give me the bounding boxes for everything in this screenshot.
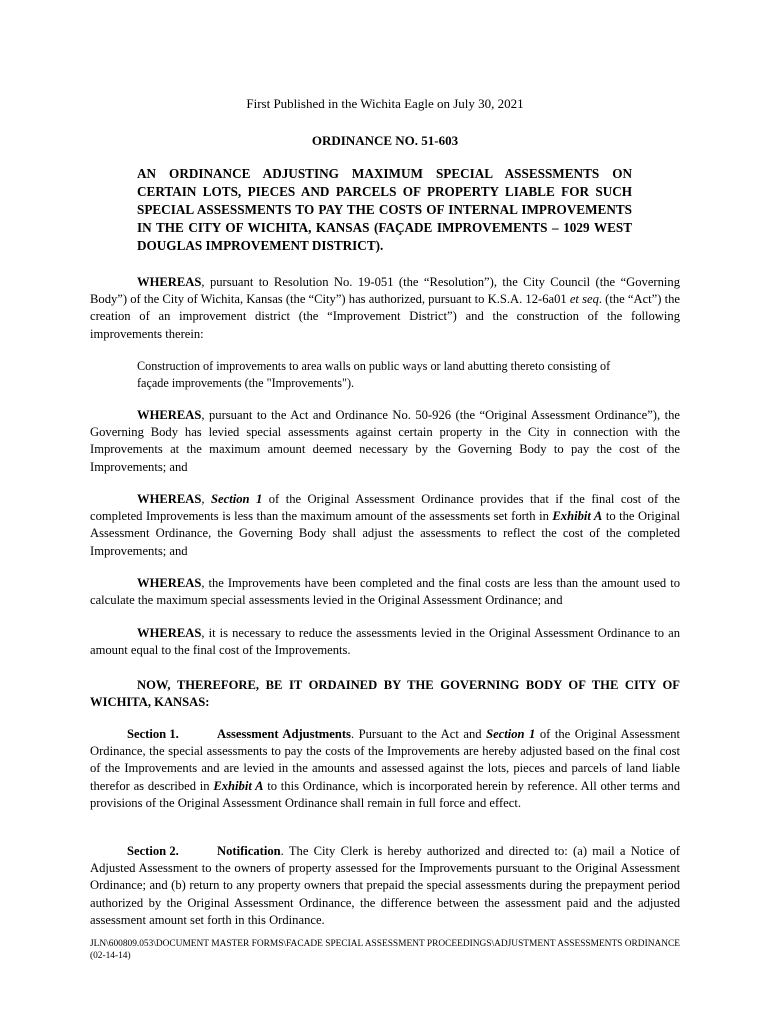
whereas-lead: WHEREAS (137, 626, 202, 640)
whereas-paragraph-4 (90, 575, 680, 609)
section-heading: Notification (217, 844, 281, 858)
whereas-text: , it is necessary to reduce the assessments levied in the Original Assessment Ordinance to an amount equal to the final cost of the Improvements. (90, 626, 680, 658)
whereas-text: , pursuant to Resolution No. 19-051 (the “Resolution”), the City Council (the “Governing Body”) of the City of Wichita, Kansas (the “City”) has authorized, pursuant to K.S.A. 12-6a01 (90, 275, 680, 307)
section-reference: Section 1 (211, 492, 263, 506)
ordinance-title: AN ORDINANCE ADJUSTING MAXIMUM SPECIAL ASSESSMENTS ON CERTAIN LOTS, PIECES AND PARCELS OF PROPERTY LIABLE FOR SUCH SPECIAL ASSESSMENTS TO PAY THE COSTS OF INTERNAL IMPROVEMENTS IN THE CITY OF WICHITA, KANSAS (FAÇADE IMPROVEMENTS – 1029 WEST DOUGLAS IMPROVEMENT DISTRICT). (137, 166, 632, 253)
section-text: of the Original Assessment Ordinance, the special assessments to pay the costs of the Improvements are hereby adjusted based on the final cost of the Improvements and are levied in the amounts and assessed against the lots, pieces and parcels of land liable therefor as described in (90, 727, 680, 793)
whereas-paragraph-3 (90, 491, 680, 560)
whereas-separator: , (201, 492, 212, 506)
section-number: Section 2. (127, 844, 179, 858)
whereas-lead: WHEREAS (137, 408, 202, 422)
exhibit-reference: Exhibit A (213, 778, 264, 793)
section-reference: Section 1 (486, 727, 536, 741)
section-text: . Pursuant to the Act and (350, 727, 487, 741)
whereas-text: to the Original Assessment Ordinance, the Governing Body shall adjust the assessments to reflect the cost of the completed Improvements; and (90, 509, 680, 558)
whereas-lead: WHEREAS (137, 275, 202, 289)
whereas-lead: WHEREAS (137, 492, 202, 506)
whereas-text: . (the “Act”) the creation of an improvement district (the “Improvement District”) and the construction of the following improvements therein: (90, 292, 680, 341)
whereas-text: of the Original Assessment Ordinance provides that if the final cost of the completed Improvements is less than the maximum amount of the assessments set forth in (90, 492, 680, 524)
whereas-paragraph-1 (90, 274, 680, 343)
whereas-text: , the Improvements have been completed and the final costs are less than the amount used to calculate the maximum special assessments levied in the Original Assessment Ordinance; and (90, 576, 680, 608)
section-text: . The City Clerk is hereby authorized and directed to: (a) mail a Notice of Adjusted Assessment to the owners of property assessed for the Improvements pursuant to the Original Assessment Ordinance; and (b) return to any property owners that prepaid the special assessments during the prepayment period authorized by the Original Assessment Ordinance, the difference between the assessment paid and the adjusted assessment amount set forth in this Ordinance. (90, 844, 680, 927)
document-footer-path: JLN\600809.053\DOCUMENT MASTER FORMS\FACADE SPECIAL ASSESSMENT PROCEEDINGS\ADJUSTMENT ASSESSMENTS ORDINANCE (02-14-14) (90, 939, 680, 961)
whereas-paragraph-2 (90, 407, 680, 476)
section-2 (90, 843, 680, 929)
ordaining-clause: NOW, THEREFORE, BE IT ORDAINED BY THE GOVERNING BODY OF THE CITY OF WICHITA, KANSAS: (90, 678, 680, 710)
exhibit-reference: Exhibit A (552, 509, 603, 524)
et-seq-text: et seq (569, 292, 599, 307)
whereas-lead: WHEREAS (137, 576, 202, 590)
section-1 (90, 726, 680, 812)
publication-line: First Published in the Wichita Eagle on July 30, 2021 (246, 96, 524, 111)
whereas-text: , pursuant to the Act and Ordinance No. 50-926 (the “Original Assessment Ordinance”), the Governing Body has levied special assessments against certain property in the City in connection with the Improvements at the maximum amount deemed necessary by the Governing Body to pay the cost of the Improvements; and (90, 408, 680, 474)
ordinance-number: ORDINANCE NO. 51-603 (311, 133, 459, 148)
section-heading: Assessment Adjustments (217, 727, 351, 741)
whereas-paragraph-5 (90, 625, 680, 659)
improvements-quote: Construction of improvements to area walls on public ways or land abutting thereto consisting of façade improvements (the "Improvements"). (137, 359, 611, 390)
section-text: to this Ordinance, which is incorporated herein by reference. All other terms and provisions of the Original Assessment Ordinance shall remain in full force and effect. (90, 778, 680, 810)
section-number: Section 1. (127, 727, 179, 741)
